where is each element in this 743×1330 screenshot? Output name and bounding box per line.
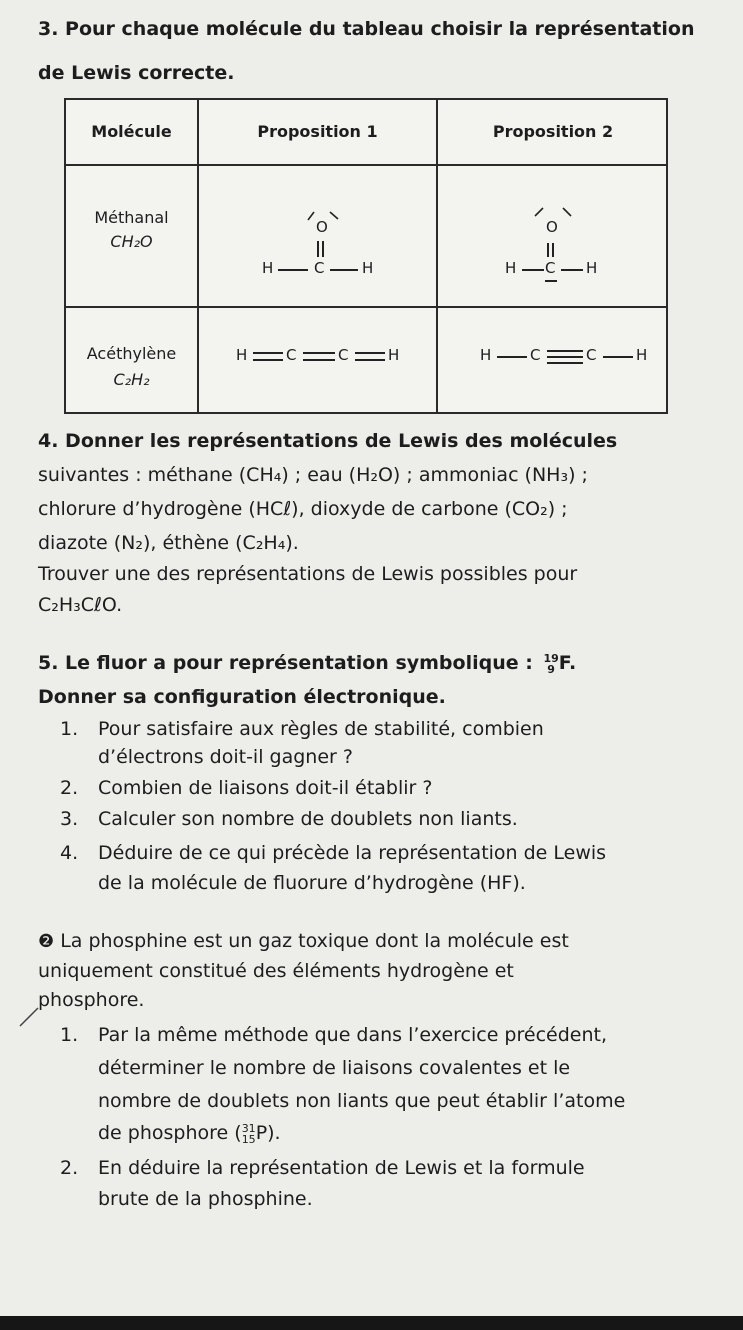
- single-bond: [497, 356, 527, 358]
- header-proposition-2: Proposition 2: [492, 122, 614, 141]
- double-bond-line: [322, 241, 324, 257]
- element-symbol: P).: [255, 1122, 281, 1144]
- item-text: Combien de liaisons doit-il établir ?: [98, 777, 433, 799]
- item-text: Déduire de ce qui précède la représentation de Lewis: [98, 842, 607, 864]
- atom-h-right: H: [586, 259, 598, 277]
- ex4-line2: suivantes : méthane (CH₄) ; eau (H₂O) ; ammoniac (NH₃) ;: [38, 464, 588, 486]
- ex5-title-text: 5. Le fluor a pour représentation symbolique :: [38, 652, 533, 674]
- atom-o: O: [316, 218, 328, 236]
- atom-h-left: H: [262, 259, 274, 277]
- atom-c: C: [586, 346, 597, 364]
- pen-mark: [16, 1004, 42, 1030]
- single-bond: [330, 269, 358, 271]
- ex3-line1: 3. Pour chaque molécule du tableau choisir la représentation: [38, 18, 695, 40]
- triple-bond-line: [547, 362, 583, 364]
- ex6-line2: uniquement constitué des éléments hydrogène et: [38, 960, 514, 982]
- atom-h-left: H: [480, 346, 492, 364]
- header-proposition-1: Proposition 1: [257, 122, 378, 141]
- double-bond-line: [355, 359, 385, 361]
- header-molecule: Molécule: [91, 122, 172, 141]
- atom-c: C: [545, 259, 556, 277]
- row2-molecule-formula: C₂H₂: [113, 370, 150, 389]
- atomic-number: 9: [547, 662, 555, 676]
- triple-bond-line: [547, 350, 583, 352]
- double-bond-line: [317, 241, 319, 257]
- ex5-title: [38, 650, 576, 676]
- ex3-line2: de Lewis correcte.: [38, 62, 235, 84]
- row2-molecule-name: Acéthylène: [86, 344, 177, 363]
- ex5-item-4-cont: de la molécule de fluorure d’hydrogène (HF).: [98, 872, 526, 894]
- atom-c: C: [530, 346, 541, 364]
- ex6-item-1: [60, 1022, 607, 1048]
- ex6-item-2-line2: brute de la phosphine.: [98, 1188, 313, 1210]
- bottom-edge-shadow: [0, 1316, 743, 1330]
- ex5-item-3: [60, 806, 518, 832]
- item-number: 3.: [60, 808, 79, 830]
- atom-o: O: [546, 218, 558, 236]
- table-col-divider: [436, 100, 438, 412]
- table-col-divider: [197, 100, 199, 412]
- row1-molecule-formula: CH₂O: [110, 232, 153, 251]
- atom-h-right: H: [388, 346, 400, 364]
- table-row-divider: [66, 306, 666, 308]
- double-bond-line: [547, 243, 549, 257]
- ex5-item-4: [60, 840, 606, 866]
- lewis-table: [64, 98, 668, 414]
- atom-h-right: H: [362, 259, 374, 277]
- ex6-line1: [38, 928, 569, 955]
- double-bond-line: [355, 352, 385, 354]
- double-bond-line: [303, 359, 335, 361]
- double-bond-line: [253, 359, 283, 361]
- lone-pair-bar: [545, 280, 557, 282]
- item-number: 2.: [60, 777, 79, 799]
- single-bond: [278, 269, 308, 271]
- double-bond-line: [303, 352, 335, 354]
- ex5-item-1: [60, 716, 544, 742]
- single-bond: [561, 269, 583, 271]
- phosphorus-notation: [242, 1123, 256, 1145]
- item-text: Pour satisfaire aux règles de stabilité, combien: [98, 718, 544, 740]
- item-text: Calculer son nombre de doublets non liants.: [98, 808, 518, 830]
- atom-c: C: [338, 346, 349, 364]
- ex4-line6: C₂H₃CℓO.: [38, 594, 123, 616]
- item-number: 4.: [60, 842, 79, 864]
- single-bond: [522, 269, 544, 271]
- ex4-title: 4. Donner les représentations de Lewis des molécules: [38, 430, 618, 452]
- item-text: de phosphore (: [98, 1122, 242, 1144]
- ex6-line3: phosphore.: [38, 989, 145, 1011]
- ex5-item-1-cont: d’électrons doit-il gagner ?: [98, 746, 353, 768]
- ex5-intro: Donner sa configuration électronique.: [38, 686, 446, 708]
- fluorine-notation: [543, 653, 558, 675]
- atom-h-left: H: [505, 259, 517, 277]
- double-bond-line: [253, 352, 283, 354]
- item-number: 2.: [60, 1157, 79, 1179]
- ex5-item-2: [60, 775, 433, 801]
- atom-c: C: [314, 259, 325, 277]
- table-row-divider: [66, 164, 666, 166]
- item-number: 1.: [60, 718, 79, 740]
- ex4-line3: chlorure d’hydrogène (HCℓ), dioxyde de carbone (CO₂) ;: [38, 498, 568, 520]
- ex6-item-1-line2: déterminer le nombre de liaisons covalentes et le: [98, 1057, 571, 1079]
- item-text: En déduire la représentation de Lewis et la formule: [98, 1157, 585, 1179]
- ex6-item-2: [60, 1155, 585, 1181]
- ex4-line4: diazote (N₂), éthène (C₂H₄).: [38, 532, 299, 554]
- ex6-line1-text: La phosphine est un gaz toxique dont la molécule est: [60, 930, 569, 952]
- ex4-line5: Trouver une des représentations de Lewis possibles pour: [38, 563, 578, 585]
- atom-c: C: [286, 346, 297, 364]
- double-bond-line: [552, 243, 554, 257]
- atomic-number: 15: [241, 1132, 256, 1146]
- element-symbol: F.: [558, 652, 577, 674]
- item-number: 1.: [60, 1024, 79, 1046]
- row1-molecule-name: Méthanal: [94, 208, 169, 227]
- ex6-item-1-line4: [98, 1120, 281, 1146]
- item-text: Par la même méthode que dans l’exercice précédent,: [98, 1024, 607, 1046]
- atom-h-left: H: [236, 346, 248, 364]
- mass-number: 31: [241, 1121, 256, 1135]
- single-bond: [603, 356, 633, 358]
- triple-bond-line: [547, 356, 583, 358]
- ex6-item-1-line3: nombre de doublets non liants que peut établir l’atome: [98, 1090, 626, 1112]
- atom-h-right: H: [636, 346, 648, 364]
- lone-pair-marks: [300, 208, 344, 224]
- exercise-marker-icon: ❷: [38, 931, 55, 952]
- lone-pair-marks: [529, 204, 577, 222]
- mass-number: 19: [543, 651, 559, 665]
